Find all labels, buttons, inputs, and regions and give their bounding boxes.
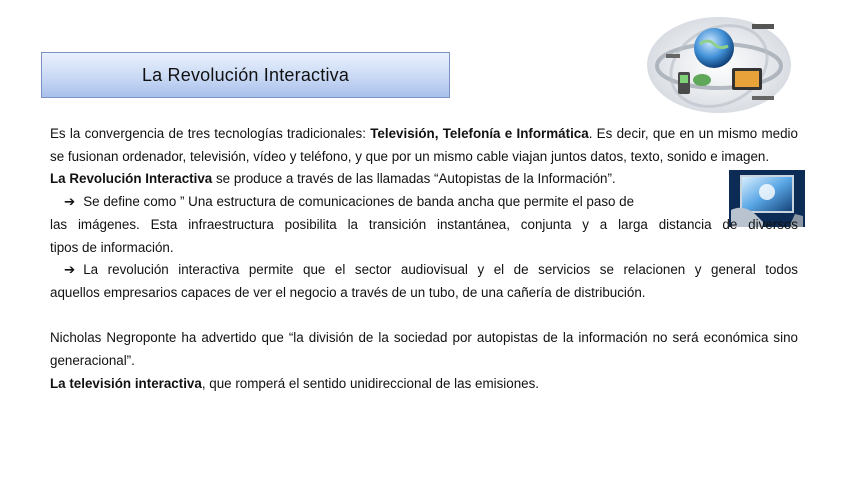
slide-body <box>50 123 798 395</box>
slide-title: La Revolución Interactiva <box>141 64 350 85</box>
information-highways-paragraph <box>50 168 798 191</box>
convergence-lead: Es la convergencia de tres tecnologías tradicionales: <box>50 126 371 141</box>
bullet-services-line1 <box>50 259 798 282</box>
bullet-definition-line2: las imágenes. Esta infraestructura posibilita la transición instantánea, conjunta y a larga distancia de diversos <box>50 216 798 232</box>
bullet-definition-line1 <box>50 191 798 214</box>
interactive-tv-subject: La televisión interactiva <box>50 375 202 391</box>
interactive-revolution-subject: La Revolución Interactiva <box>50 171 213 187</box>
bullet-services-line2: aquellos empresarios capaces de ver el negocio a través de un tubo, de una cañería de distribución. <box>50 284 646 300</box>
interactive-tv-paragraph <box>50 373 798 396</box>
arrow-bullet-icon: ➔ <box>64 262 76 278</box>
convergence-technologies: Televisión, Telefonía e Informática <box>370 126 589 141</box>
arrow-bullet-icon: ➔ <box>64 194 76 210</box>
definition-text-line1: Se define como ” Una estructura de comunicaciones de banda ancha que permite el paso de <box>83 194 635 210</box>
slide-title-box <box>41 52 450 98</box>
convergence-paragraph <box>50 123 798 168</box>
interactive-tv-rest: , que romperá el sentido unidireccional de las emisiones. <box>201 375 540 391</box>
media-convergence-image <box>640 10 798 116</box>
information-highways-rest: se produce a través de las llamadas “Autopistas de la Información”. <box>212 171 616 187</box>
services-text-line1: La revolución interactiva permite que el sector audiovisual y el de servicios se relacionen y general todos <box>83 262 798 278</box>
blank-line <box>50 305 798 328</box>
bullet-definition-line3: tipos de información. <box>50 239 174 255</box>
negroponte-quote: Nicholas Negroponte ha advertido que “la división de la sociedad por autopistas de la información no será económica sino generacional”. <box>50 330 798 369</box>
convergence-rest: . Es decir, que en un mismo medio se fusionan ordenador, televisión, vídeo y teléfono, y que por un mismo cable viajan juntos datos, texto, sonido e imagen. <box>50 126 798 164</box>
